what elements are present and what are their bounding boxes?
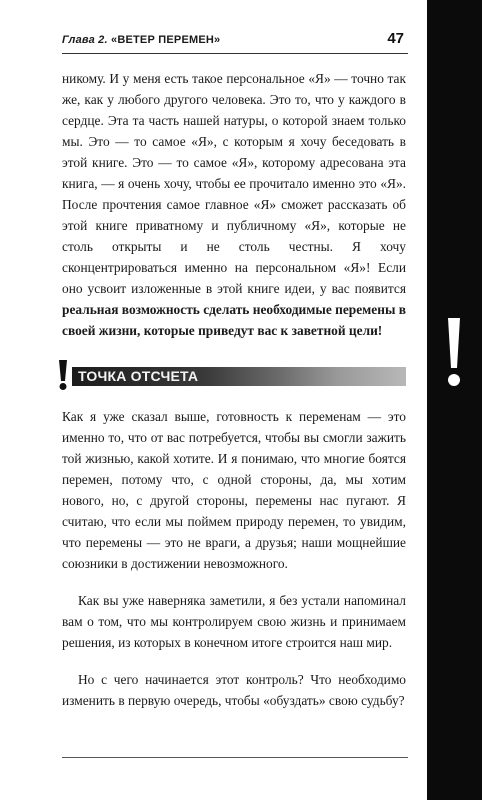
paragraph: Как вы уже наверняка заметили, я без устали напоминал вам о том, что мы контролируем свою жизнь и принимаем решения, из которых в конечном итоге строится наш мир. xyxy=(62,593,406,650)
section-title: ТОЧКА ОТСЧЕТА xyxy=(78,368,199,384)
page-number: 47 xyxy=(387,30,404,47)
bottom-rule xyxy=(62,757,408,758)
bottom-text-block xyxy=(62,406,406,711)
header-rule xyxy=(62,53,408,54)
running-head xyxy=(62,34,407,46)
paragraph: Но с чего начинается этот контроль? Что необходимо изменить в первую очередь, чтобы «обуздать» свою судьбу? xyxy=(62,672,406,708)
section-heading xyxy=(58,362,408,390)
paragraph-text: никому. И у меня есть такое персональное «Я» — точно так же, как у любого другого человека. Это то, что у каждого в сердце. Эта та часть нашей натуры, о которой знаем только мы. Это — то самое «Я», с которым я хочу беседовать в этой книге. Это — то самое «Я», которому адресована эта книга, — я очень хочу, чтобы ее прочитало именно это «Я». После прочтения самое главное «Я» сможет рассказать об этой книге приватному и публичному «Я», которые не столь открыты и не столь честны. Я хочу сконцентрироваться именно на персональном «Я»! Если оно усвоит изложенные в этой книге идеи, у вас появится xyxy=(62,71,406,296)
side-bar xyxy=(427,0,482,800)
paragraph xyxy=(62,68,406,341)
chapter-label: Глава 2. xyxy=(62,34,108,46)
exclamation-icon xyxy=(446,318,462,388)
top-text-block xyxy=(62,68,406,341)
paragraph: Как я уже сказал выше, готовность к переменам — это именно то, что от вас потребуется, чтобы вы смогли зажить той жизнью, какой хотите. И я понимаю, что многие боятся перемен, потому что, с одной стороны, да, мы хотим нового, но, с другой стороны, перемены нас пугают. Я считаю, что если мы поймем природу перемен, то увидим, что перемены — это не враги, а друзья; наши мощнейшие союзники в достижении невозможного. xyxy=(62,409,406,571)
exclamation-icon xyxy=(58,360,68,390)
paragraph-bold-text: реальная возможность сделать необходимые перемены в своей жизни, которые приведут вас к заветной цели! xyxy=(62,302,406,338)
chapter-title: «ВЕТЕР ПЕРЕМЕН» xyxy=(111,34,221,46)
